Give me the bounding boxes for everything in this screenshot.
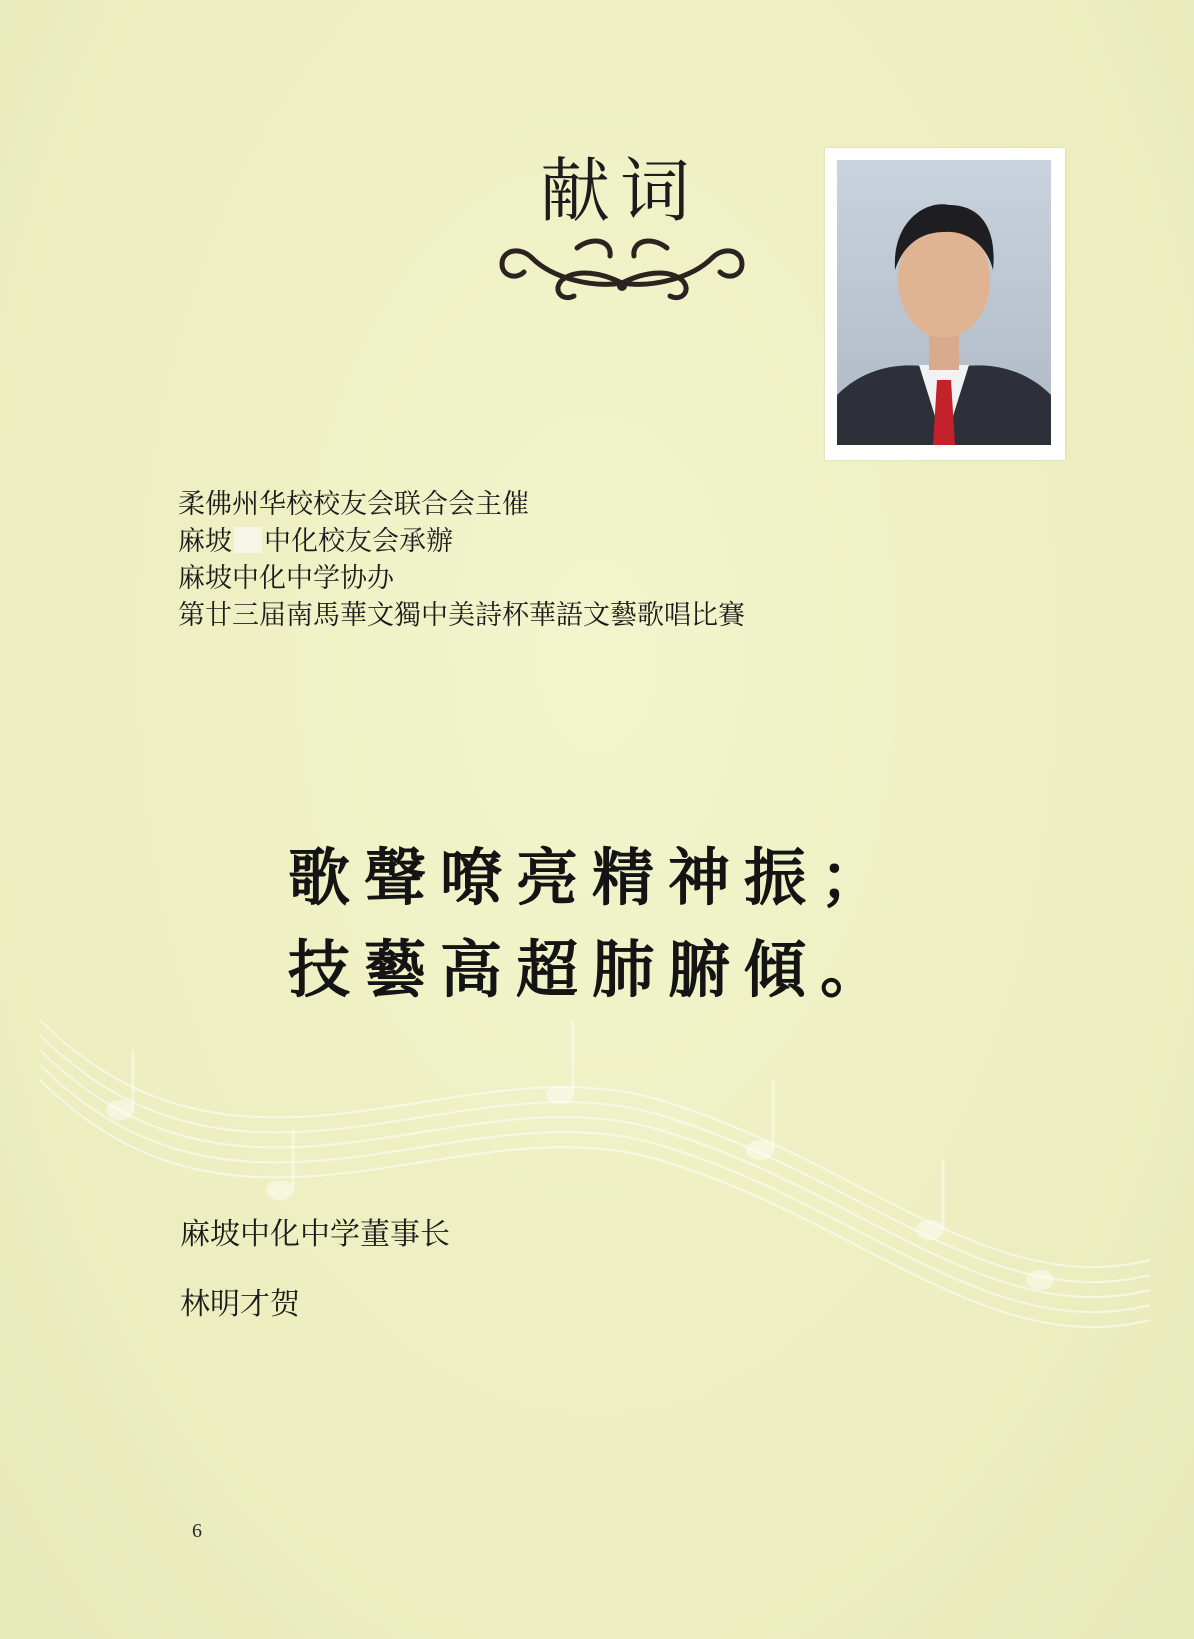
- verse-line: 技藝高超肺腑傾。: [288, 933, 897, 1006]
- congratulatory-verse: [288, 832, 896, 1016]
- organizer-line-part: 麻坡: [178, 526, 232, 557]
- organizer-line-part: 中化校友会承辦: [264, 526, 453, 557]
- signature-block: [180, 1200, 450, 1340]
- signatory-position: 麻坡中化中学董事长: [180, 1217, 450, 1252]
- organizer-line: 柔佛州华校校友会联合会主催: [178, 489, 529, 520]
- organizer-line: 麻坡中化中学协办: [178, 563, 394, 594]
- decorative-scroll-ornament: [482, 228, 762, 308]
- organizer-lines: [178, 486, 745, 634]
- page-title: 献词: [540, 150, 700, 232]
- redaction-mark: [234, 527, 262, 553]
- verse-line: 歌聲嘹亮精神振；: [288, 841, 897, 914]
- signatory-name: 林明才贺: [180, 1287, 300, 1322]
- organizer-line: [178, 523, 745, 560]
- organizer-line: 第廿三届南馬華文獨中美詩杯華語文藝歌唱比賽: [178, 600, 745, 631]
- portrait-photo: [837, 160, 1051, 445]
- page-number: 6: [192, 1520, 202, 1542]
- portrait-photo-frame: [825, 148, 1065, 460]
